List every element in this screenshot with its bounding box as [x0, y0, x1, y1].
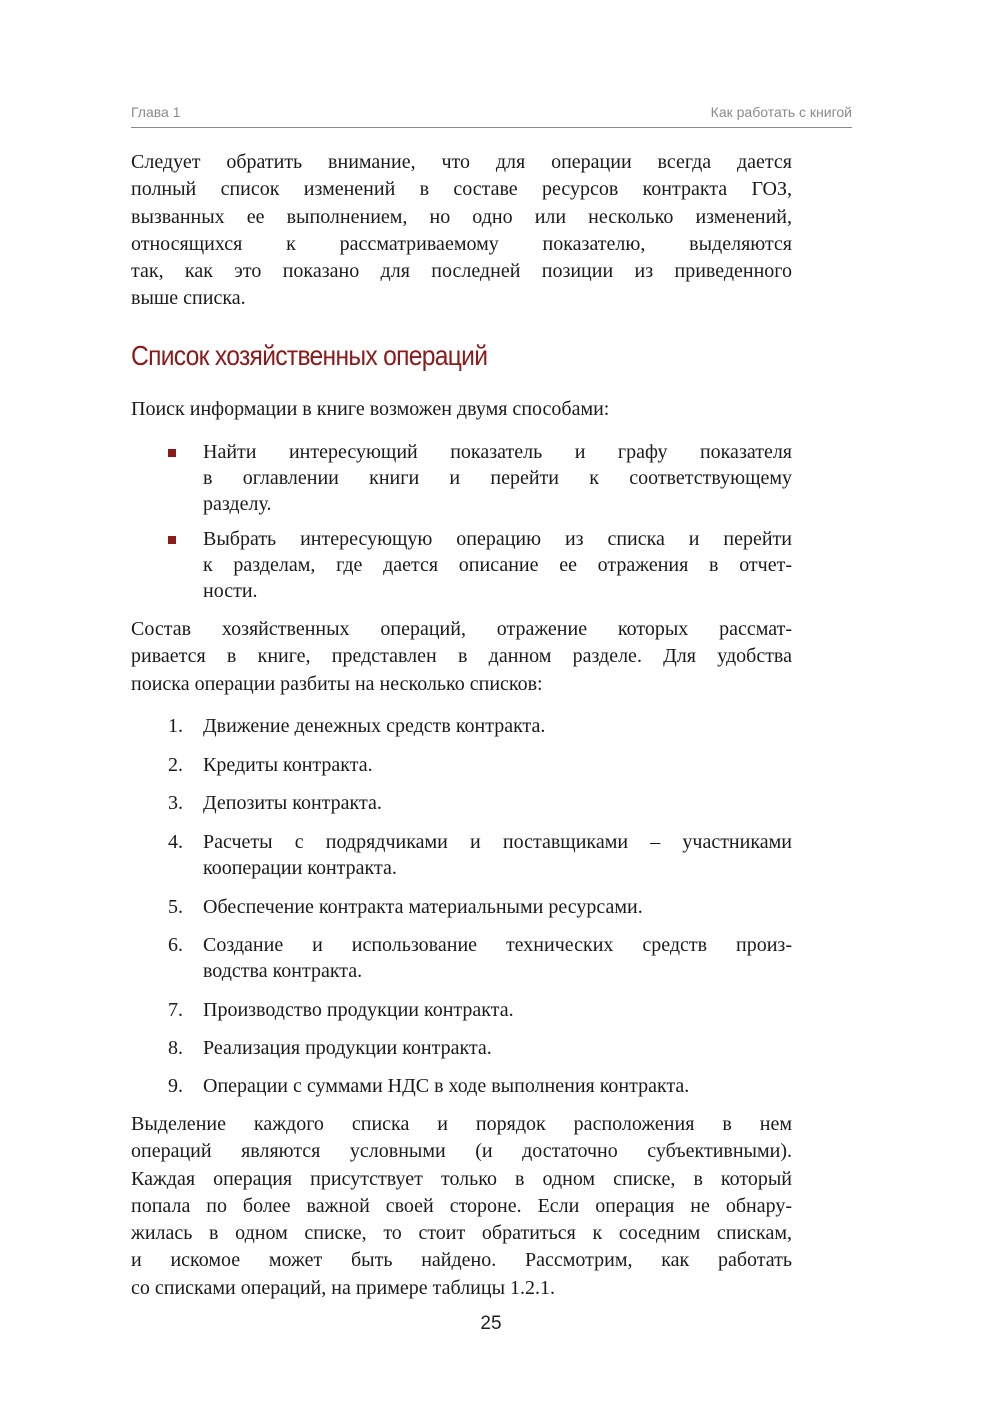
text-line: Кредиты контракта.	[203, 754, 373, 776]
page-number: 25	[480, 1313, 502, 1334]
text-line: так, как это показано для последней позиции из приведенного	[131, 260, 792, 283]
text-line: ривается в книге, представлен в данном разделе. Для удобства	[131, 645, 792, 668]
text-line: Обеспечение контракта материальными ресурсами.	[203, 896, 643, 918]
running-header-section: Как работать с книгой	[710, 104, 852, 120]
text-line: Каждая операция присутствует только в одном списке, в который	[131, 1167, 792, 1190]
numbered-item	[168, 894, 792, 920]
text-line: кооперации контракта.	[203, 857, 397, 879]
text-line: Операции с суммами НДС в ходе выполнения контракта.	[203, 1075, 690, 1097]
item-number: 4.	[168, 831, 183, 853]
square-bullet-icon	[168, 536, 176, 544]
text-line: Выделение каждого списка и порядок расположения в нем	[131, 1113, 792, 1135]
text-line: ности.	[203, 580, 258, 602]
bullet-item	[203, 526, 792, 604]
numbered-item	[168, 752, 792, 778]
numbered-item	[168, 713, 792, 739]
text-line: выше списка.	[131, 287, 246, 310]
text-line: Выбрать интересующую операцию из списка и перейти	[203, 528, 792, 550]
text-line: Депозиты контракта.	[203, 792, 382, 814]
text-line: и искомое может быть найдено. Рассмотрим, как работать	[131, 1249, 792, 1272]
text-line: к разделам, где дается описание ее отражения в отчет-	[203, 554, 792, 576]
numbered-item	[168, 790, 792, 816]
paragraph-3	[131, 1111, 792, 1302]
numbered-item	[168, 1035, 792, 1061]
text-line: вызванных ее выполнением, но одно или несколько изменений,	[131, 205, 792, 228]
numbered-item	[168, 829, 792, 881]
numbered-item	[168, 1073, 792, 1099]
text-line: Реализация продукции контракта.	[203, 1037, 492, 1059]
numbered-item	[168, 997, 792, 1023]
text-line: водства контракта.	[203, 960, 363, 982]
item-number: 3.	[168, 792, 183, 814]
paragraph-1	[131, 149, 792, 313]
text-line: Найти интересующий показатель и графу показателя	[203, 441, 792, 463]
text-line: полный список изменений в составе ресурсов контракта ГОЗ,	[131, 178, 792, 201]
item-number: 1.	[168, 715, 183, 737]
item-number: 8.	[168, 1037, 183, 1059]
text-line: относящихся к рассматриваемому показателю, выделяются	[131, 232, 792, 255]
text-line: Создание и использование технических средств произ-	[203, 934, 792, 956]
text-line: разделу.	[203, 493, 272, 515]
text-line: жилась в одном списке, то стоит обратиться к соседним спискам,	[131, 1222, 792, 1245]
paragraph-2	[131, 616, 792, 698]
text-line: Движение денежных средств контракта.	[203, 715, 546, 737]
numbered-item	[168, 932, 792, 984]
text-line: попала по более важной своей стороне. Если операция не обнару-	[131, 1194, 792, 1217]
item-number: 2.	[168, 754, 183, 776]
section-heading: Список хозяйственных операций	[131, 340, 488, 371]
intro-paragraph	[131, 396, 792, 423]
item-number: 9.	[168, 1075, 183, 1097]
text-line: со списками операций, на примере таблицы 1.2.1.	[131, 1276, 556, 1299]
square-bullet-icon	[168, 449, 176, 457]
text-line: поиска операции разбиты на несколько списков:	[131, 672, 543, 695]
text-line: Следует обратить внимание, что для операции всегда дается	[131, 151, 792, 173]
item-number: 5.	[168, 896, 183, 918]
text-line: Расчеты с подрядчиками и поставщиками – участниками	[203, 831, 792, 853]
item-number: 7.	[168, 999, 183, 1021]
text-line: Производство продукции контракта.	[203, 999, 514, 1021]
text-line: в оглавлении книги и перейти к соответствующему	[203, 467, 792, 489]
intro-line: Поиск информации в книге возможен двумя способами:	[131, 398, 610, 420]
item-number: 6.	[168, 934, 183, 956]
bullet-item	[203, 439, 792, 517]
header-divider	[131, 127, 852, 128]
text-line: Состав хозяйственных операций, отражение которых рассмат-	[131, 618, 792, 640]
text-line: операций являются условными (и достаточно субъективными).	[131, 1140, 792, 1163]
running-header-chapter: Глава 1	[131, 104, 181, 120]
